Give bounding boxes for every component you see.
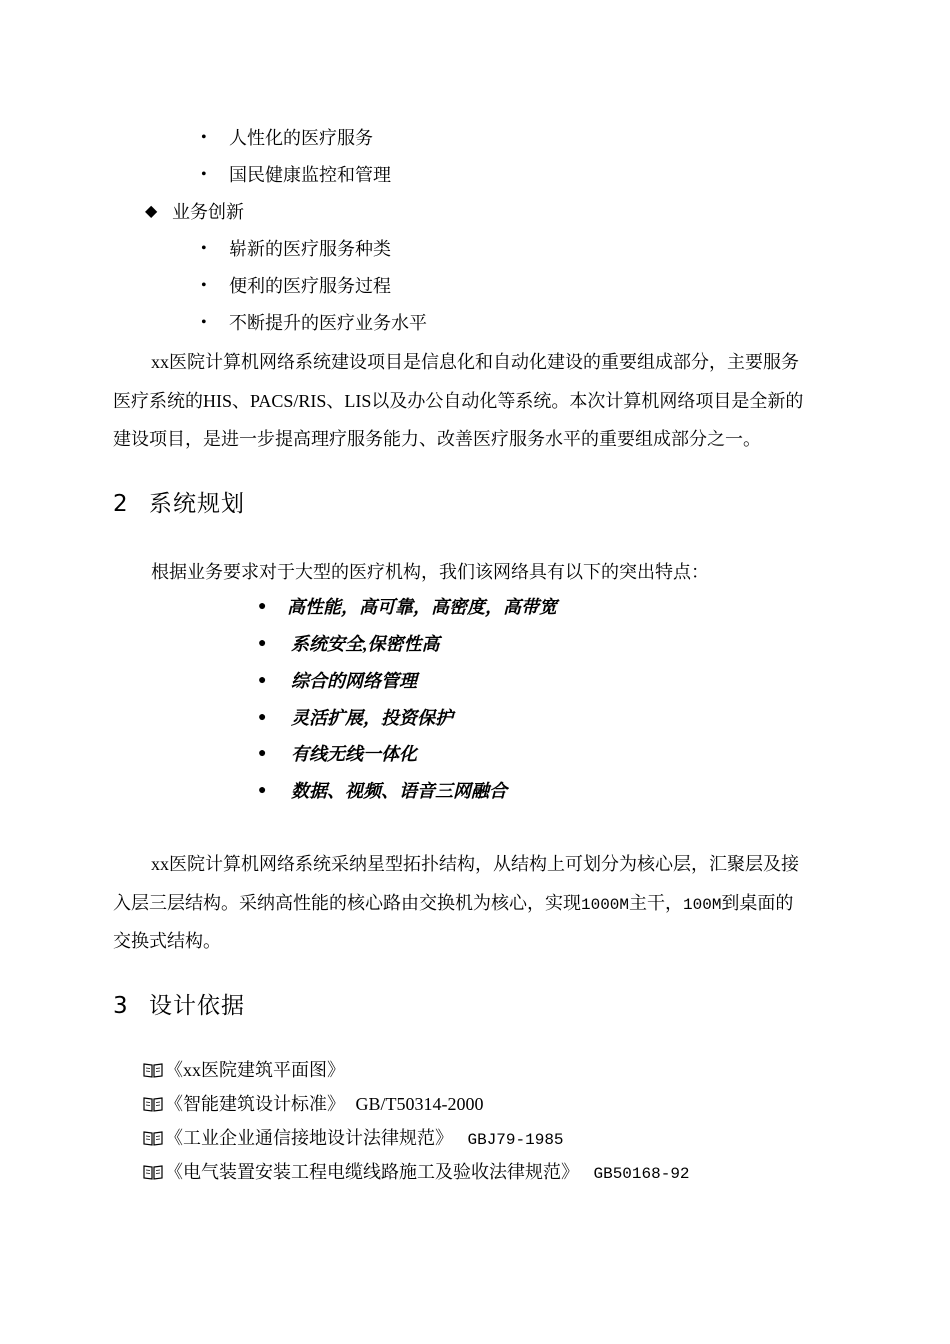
reference-title: 《工业企业通信接地设计法律规范》 <box>165 1128 453 1148</box>
feature-item: 数据、视频、语音三网融合 <box>291 781 507 801</box>
list-item: 崭新的医疗服务种类 <box>229 239 391 259</box>
section-heading <box>113 991 245 1021</box>
reference-code: GBJ79-1985 <box>467 1131 564 1149</box>
paragraph-line: 交换式结构。 <box>113 931 221 951</box>
text-run: 主干， <box>629 893 684 913</box>
reference-title: 《智能建筑设计标准》 <box>165 1094 345 1114</box>
lead-text: 根据业务要求对于大型的医疗机构，我们该网络具有以下的突出特点： <box>151 562 709 582</box>
reference-code: GB50168-92 <box>593 1165 690 1183</box>
feature-item: 有线无线一体化 <box>291 744 417 764</box>
book-icon <box>143 1130 163 1146</box>
section-title: 设计依据 <box>149 993 245 1019</box>
list-item: 国民健康监控和管理 <box>229 165 391 185</box>
bullet-icon: • <box>201 277 207 294</box>
paragraph-line: 建设项目，是进一步提高理疗服务能力、改善医疗服务水平的重要组成部分之一。 <box>113 429 761 449</box>
list-item: 人性化的医疗服务 <box>229 128 373 148</box>
text-run: 100M <box>683 896 722 914</box>
list-item: 业务创新 <box>172 202 244 222</box>
bullet-icon: • <box>201 314 207 331</box>
reference-item <box>165 1092 484 1116</box>
reference-title: 《电气装置安装工程电缆线路施工及验收法律规范》 <box>165 1162 579 1182</box>
bullet-icon: ● <box>258 746 267 761</box>
bullet-icon: ● <box>258 636 267 651</box>
paragraph-line: xx医院计算机网络系统采纳星型拓扑结构，从结构上可划分为核心层，汇聚层及接 <box>151 854 799 874</box>
bullet-icon: ● <box>258 673 267 688</box>
feature-item: 高性能，高可靠，高密度，高带宽 <box>287 597 557 617</box>
paragraph-line: xx医院计算机网络系统建设项目是信息化和自动化建设的重要组成部分，主要服务 <box>151 352 799 372</box>
text-run: 1000M <box>581 896 630 914</box>
feature-item: 灵活扩展，投资保护 <box>291 708 453 728</box>
reference-item <box>165 1126 564 1152</box>
book-icon <box>143 1096 163 1112</box>
section-number: 2 <box>113 491 129 517</box>
bullet-icon: • <box>201 240 207 257</box>
text-run: 入层三层结构。采纳高性能的核心路由交换机为核心，实现 <box>113 893 581 913</box>
paragraph-line: 医疗系统的HIS、PACS/RIS、LIS以及办公自动化等系统。本次计算机网络项目是全新的 <box>113 391 804 411</box>
reference-item <box>165 1160 690 1186</box>
bullet-icon: ● <box>258 599 267 614</box>
paragraph-line <box>113 891 793 917</box>
bullet-icon: ● <box>258 710 267 725</box>
reference-code: GB/T50314-2000 <box>355 1094 484 1114</box>
reference-item <box>165 1058 345 1082</box>
section-title: 系统规划 <box>149 491 245 517</box>
bullet-icon: • <box>201 166 207 183</box>
feature-item: 系统安全,保密性高 <box>291 634 440 654</box>
list-item: 不断提升的医疗业务水平 <box>229 313 427 333</box>
text-run: 到桌面的 <box>721 893 794 913</box>
bullet-icon: ● <box>258 783 267 798</box>
bullet-icon: • <box>201 129 207 146</box>
list-item: 便利的医疗服务过程 <box>229 276 391 296</box>
section-heading <box>113 489 245 519</box>
book-icon <box>143 1164 163 1180</box>
section-number: 3 <box>113 993 129 1019</box>
reference-title: 《xx医院建筑平面图》 <box>165 1060 345 1080</box>
feature-item: 综合的网络管理 <box>291 671 417 691</box>
book-icon <box>143 1062 163 1078</box>
diamond-icon: ◆ <box>145 203 158 220</box>
